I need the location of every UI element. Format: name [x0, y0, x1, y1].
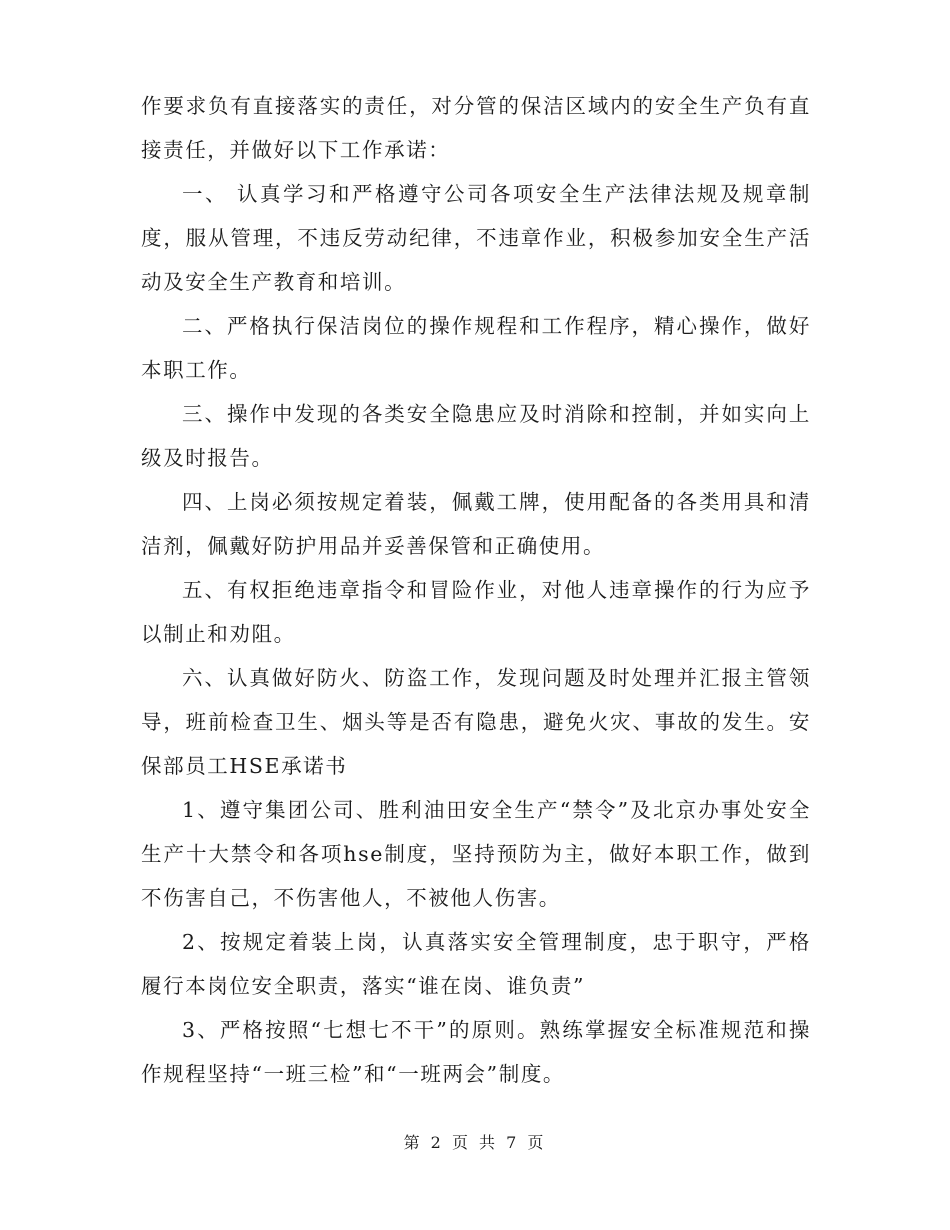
paragraph: 2、按规定着装上岗，认真落实安全管理制度，忠于职守，严格履行本岗位安全职责，落实“谁在岗、谁负责”: [141, 930, 811, 998]
paragraph: 3、严格按照“七想七不干”的原则。熟练掌握安全标准规范和操作规程坚持“一班三检”和“一班两会”制度。: [141, 1018, 811, 1086]
paragraph: 二、严格执行保洁岗位的操作规程和工作程序，精心操作，做好本职工作。: [141, 314, 811, 382]
page-number-footer: 第 2 页 共 7 页: [403, 1133, 547, 1152]
paragraph: 一、 认真学习和严格遵守公司各项安全生产法律法规及规章制度，服从管理，不违反劳动纪律，不违章作业，积极参加安全生产活动及安全生产教育和培训。: [141, 182, 811, 294]
document-body: [141, 84, 811, 1096]
paragraph: 四、上岗必须按规定着装，佩戴工牌，使用配备的各类用具和清洁剂，佩戴好防护用品并妥善保管和正确使用。: [141, 490, 811, 558]
paragraph: 五、有权拒绝违章指令和冒险作业，对他人违章操作的行为应予以制止和劝阻。: [141, 578, 811, 646]
paragraph: 三、操作中发现的各类安全隐患应及时消除和控制，并如实向上级及时报告。: [141, 402, 811, 470]
paragraph: 六、认真做好防火、防盗工作，发现问题及时处理并汇报主管领导，班前检查卫生、烟头等是否有隐患，避免火灾、事故的发生。安保部员工HSE承诺书: [141, 666, 811, 778]
paragraph: 作要求负有直接落实的责任，对分管的保洁区域内的安全生产负有直接责任，并做好以下工作承诺：: [141, 94, 811, 162]
paragraph: 1、遵守集团公司、胜利油田安全生产“禁令”及北京办事处安全生产十大禁令和各项hse制度，坚持预防为主，做好本职工作，做到不伤害自己，不伤害他人，不被他人伤害。: [141, 798, 811, 910]
